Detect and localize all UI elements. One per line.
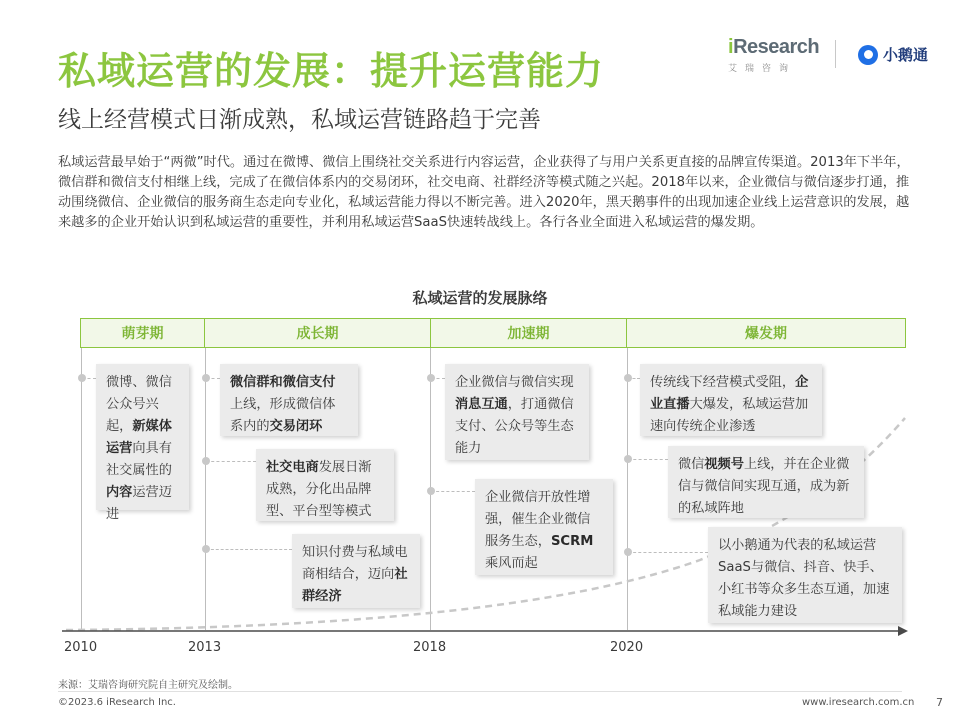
year-label-2020: 2020 [610,640,644,655]
source-note: 来源：艾瑞咨询研究院自主研究及绘制。 [58,680,238,691]
card-text: 为新的私域阵地 [678,479,850,516]
card-text: 上线，形成微信体 [230,397,336,412]
card-text: 营加速向传统企业渗透 [650,397,809,434]
card-text: 运营迈进 [106,485,172,522]
page-title: 私域运营的发展：提升运营能力 [58,49,605,93]
card-text: 微信 [678,457,705,472]
card-text: 微信与微信间实现互通，成 [678,457,850,494]
phase-explosion: 爆发期 [745,326,787,342]
card-text: 型、平台型等模式 [266,504,372,519]
card-highlight-text: 新媒体运营 [106,419,172,456]
xiaopeng-wordmark: 小鹅通 [883,46,929,64]
copyright: ©2023.6 iResearch Inc. [58,697,176,708]
diagram-title: 私域运营的发展脉络 [412,289,548,307]
card-2013-wechat-pay [220,364,358,436]
card-highlight-text: 社交电商 [266,460,319,475]
card-text: 企业微信开放性增 [485,490,591,505]
card-text: 向 [381,567,395,582]
card-2020-video-channel [668,446,864,518]
card-text: 公众号兴起， [106,397,159,434]
year-label-2018: 2018 [413,640,447,655]
card-highlight-text: 消息互通 [455,397,508,412]
website-link[interactable]: www.iresearch.com.cn [802,697,915,708]
footer-divider [58,691,902,692]
card-highlight-text: 社群经济 [302,567,408,604]
phase-acceleration: 加速期 [431,319,627,347]
card-highlight-text: 内容 [106,485,133,500]
phase-growth: 成长期 [205,319,431,347]
card-text: 电商相结合，迈 [302,545,408,582]
card-2018-message-interop [445,364,589,460]
card-text: 系内的 [230,419,270,434]
time-axis-arrow-icon [898,626,908,636]
card-text: SaaS与微信、抖音、快手、 [718,560,883,575]
card-text: 微信支付、公众号 [455,397,574,434]
card-text: 发展日渐 [318,460,372,475]
year-label-2010: 2010 [64,640,98,655]
card-2010-new-media [96,364,189,522]
card-highlight-text: 交易闭环 [269,419,323,434]
card-text: 属性的 [132,463,172,478]
iresearch-chinese-name: 艾瑞咨询 [728,64,797,74]
card-text: 微博、微信 [106,375,172,390]
phase-sprout: 萌芽期 [81,319,205,347]
card-text: 上线，并在企业 [743,457,837,472]
card-text: 传统线下经营模式受阻， [650,375,796,390]
iresearch-wordmark: iResearch [728,36,820,58]
card-highlight-text: 微信群和微信支付 [230,375,336,390]
card-text: 以小鹅通为代表的私域运营 [718,538,877,553]
card-2020-saas-ecosystem [708,527,902,623]
card-text: 等生态能力 [455,419,574,456]
card-text: 成熟，分化出品牌 [266,482,372,497]
card-text: 服务生态， [485,534,551,549]
card-text: 强，催生企业微信 [485,512,591,527]
card-2018-scrm [475,479,613,575]
card-2020-live-streaming [640,364,822,436]
intro-paragraph: 私域运营最早始于“两微”时代。通过在微博、微信上围绕社交关系进行内容运营，企业获得了与用户关系更直接的品牌宣传渠道。2013年下半年，微信群和微信支付相继上线，完成了在微信体系内的交易闭环，社交电商、社群经济等模式随之兴起。2018年以来，企业微信与微信逐步打通，推动围绕微信、企业微信的服务商生态走向专业化，私域运营能力得以不断完善。进入2020年，黑天鹅事件的出现加速企业线上运营意识的发展，越来越多的企业开始认识到私域运营的重要性，并利用私域运营SaaS快速转战线上。各行各业全面进入私域运营的爆发期。 [58,155,910,230]
card-text: 大爆发，私域运 [689,397,782,412]
card-text: 乘风而起 [485,556,538,571]
card-text: 现 [560,375,574,390]
card-highlight-text: 视频号 [704,457,744,472]
card-text: 小红书等众多生态互通，加 [718,582,877,597]
card-text: 知识付费与私域 [302,545,395,560]
page-number: 7 [936,696,943,709]
card-highlight-text: SCRM [550,534,594,549]
card-2013-social-ecommerce [256,449,394,521]
card-highlight-text: 企业直播 [650,375,809,412]
year-label-2013: 2013 [188,640,222,655]
card-text: 企业微信与微信实 [455,375,561,390]
card-2013-community-economy [292,534,420,608]
card-text: 速私域能力建设 [718,582,890,619]
page-subtitle: 线上经营模式日渐成熟，私域运营链路趋于完善 [58,107,541,133]
card-text: 向具有社交 [106,441,172,478]
card-text: ，打通 [507,397,548,412]
